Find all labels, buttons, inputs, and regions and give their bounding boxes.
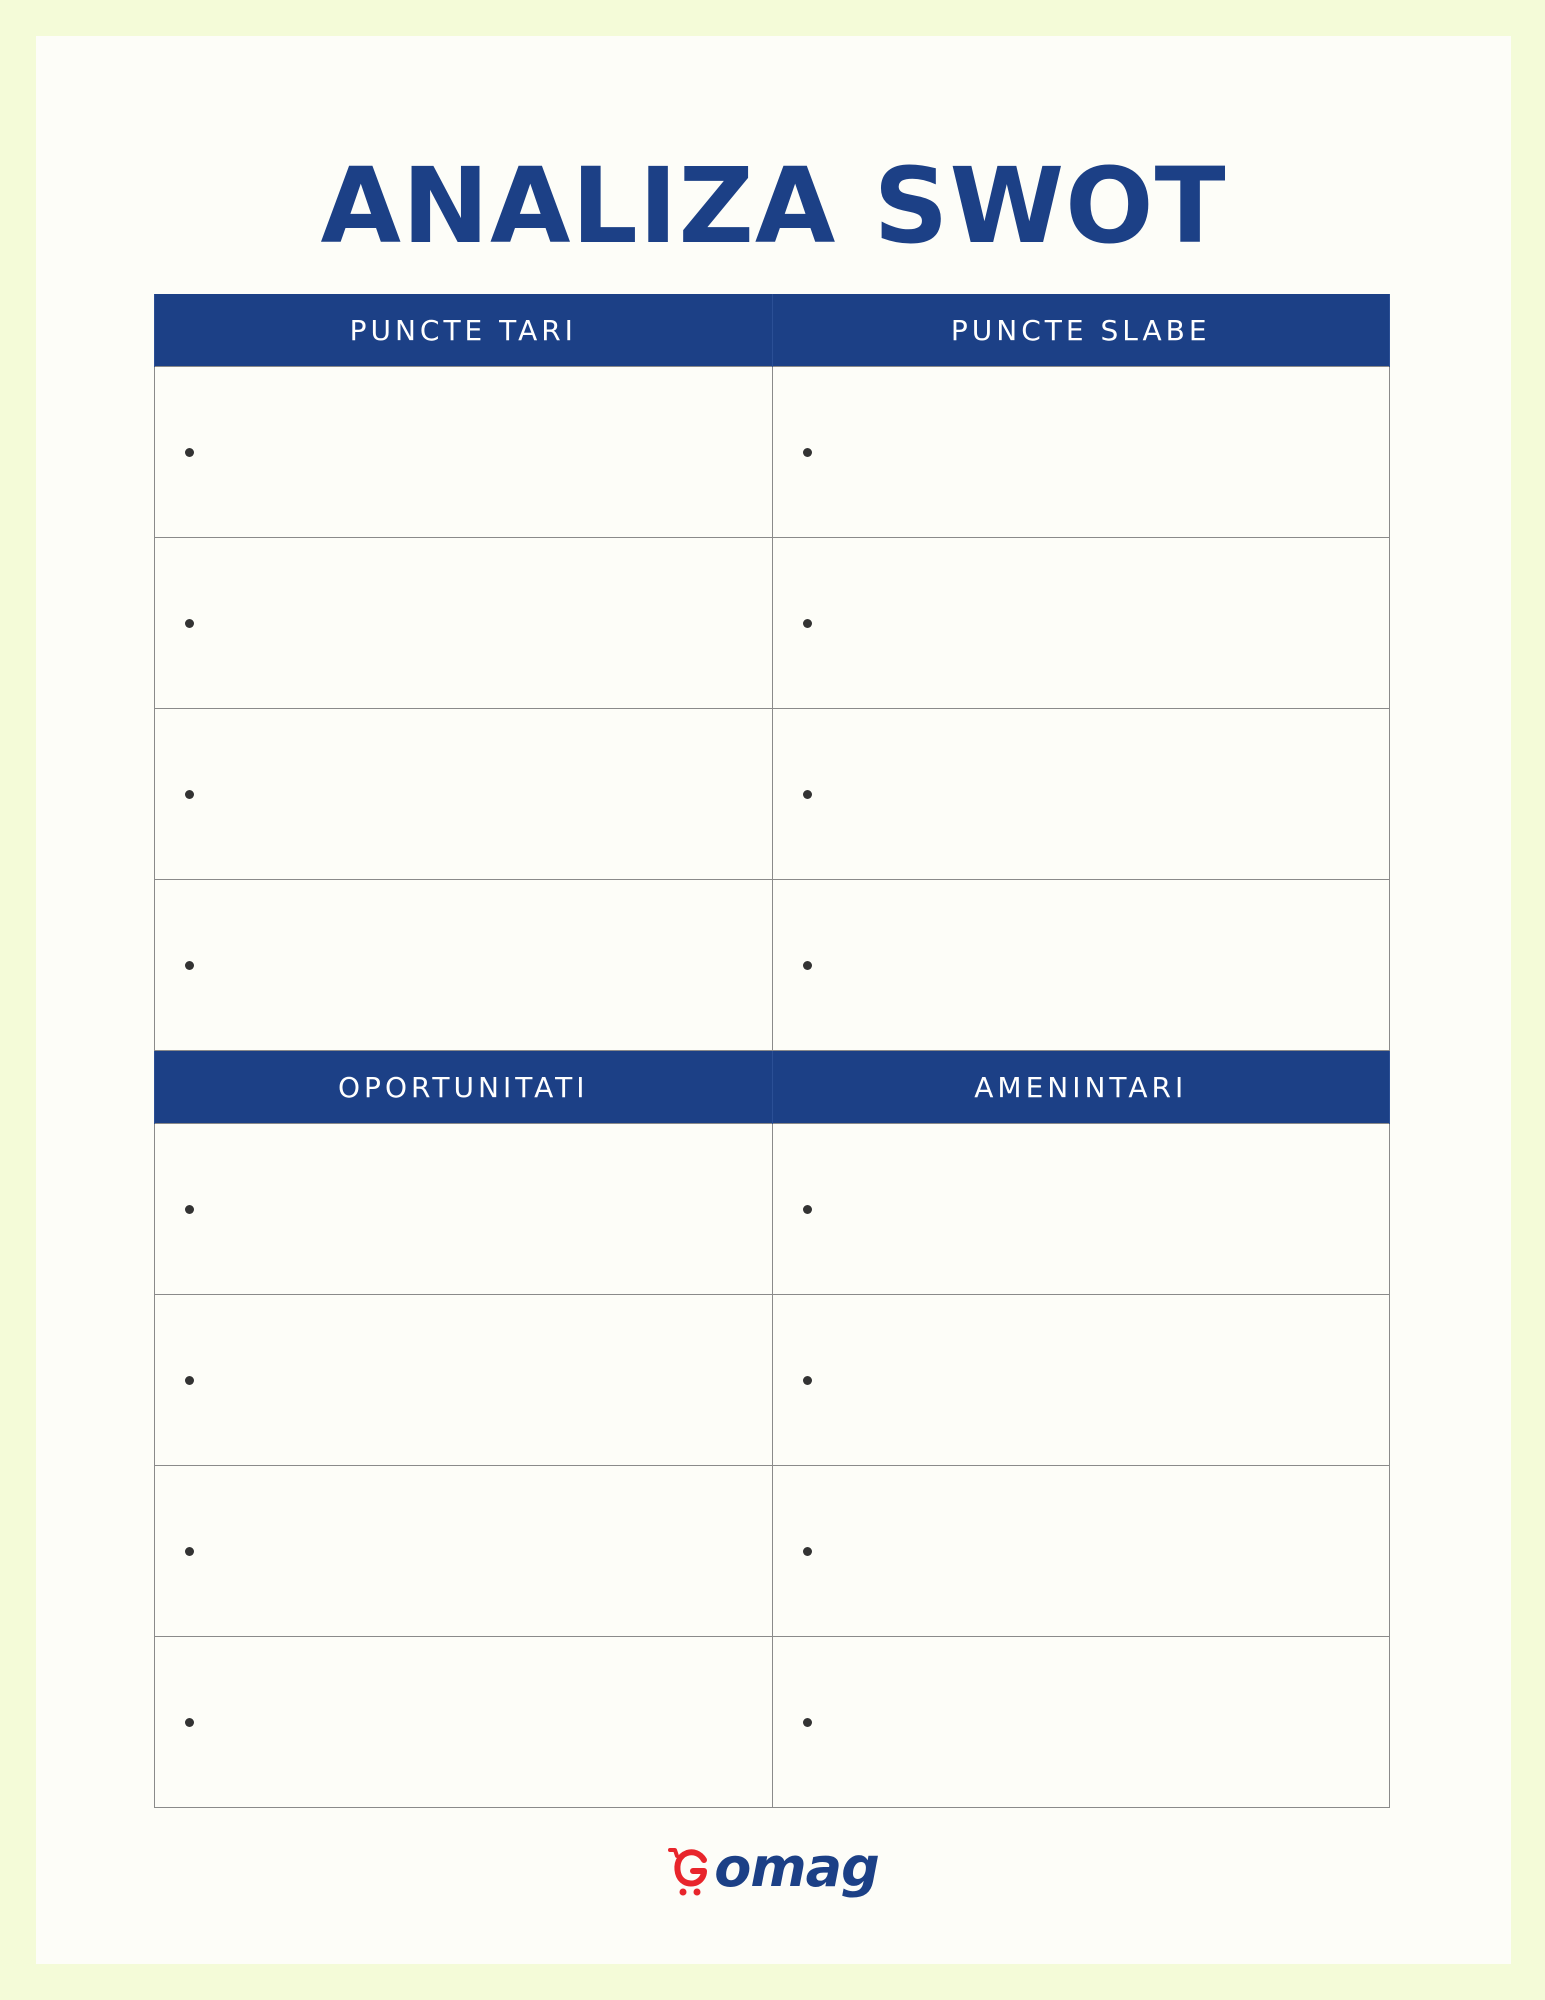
bullet-icon xyxy=(185,1205,194,1214)
header-opportunities: OPORTUNITATI xyxy=(155,1051,773,1124)
bullet-icon xyxy=(185,448,194,457)
table-row xyxy=(155,1466,1390,1637)
header-row-top xyxy=(155,294,1390,367)
weakness-cell[interactable] xyxy=(772,880,1390,1051)
bullet-icon xyxy=(803,1718,812,1727)
page-title: ANALIZA SWOT xyxy=(320,145,1227,267)
bullet-icon xyxy=(803,961,812,970)
threat-cell[interactable] xyxy=(772,1466,1390,1637)
table-row xyxy=(155,709,1390,880)
strength-cell[interactable] xyxy=(155,367,773,538)
bullet-icon xyxy=(803,790,812,799)
g-cart-icon xyxy=(666,1840,712,1898)
header-strengths: PUNCTE TARI xyxy=(155,294,773,367)
logo-wordmark: omag xyxy=(714,1836,879,1899)
gomag-logo xyxy=(0,1838,1545,1903)
opportunity-cell[interactable] xyxy=(155,1637,773,1808)
bullet-icon xyxy=(185,961,194,970)
header-threats: AMENINTARI xyxy=(772,1051,1390,1124)
swot-table xyxy=(154,294,1390,1808)
bullet-icon xyxy=(185,1718,194,1727)
bullet-icon xyxy=(803,1205,812,1214)
opportunity-cell[interactable] xyxy=(155,1466,773,1637)
opportunity-cell[interactable] xyxy=(155,1124,773,1295)
threat-cell[interactable] xyxy=(772,1637,1390,1808)
table-row xyxy=(155,538,1390,709)
threat-cell[interactable] xyxy=(772,1295,1390,1466)
bullet-icon xyxy=(185,1547,194,1556)
bullet-icon xyxy=(185,790,194,799)
weakness-cell[interactable] xyxy=(772,709,1390,880)
strength-cell[interactable] xyxy=(155,709,773,880)
table-row xyxy=(155,367,1390,538)
table-row xyxy=(155,880,1390,1051)
swot-sheet xyxy=(36,36,1511,1964)
bullet-icon xyxy=(803,619,812,628)
weakness-cell[interactable] xyxy=(772,367,1390,538)
header-row-bottom xyxy=(155,1051,1390,1124)
table-row xyxy=(155,1637,1390,1808)
threat-cell[interactable] xyxy=(772,1124,1390,1295)
opportunity-cell[interactable] xyxy=(155,1295,773,1466)
bullet-icon xyxy=(803,1376,812,1385)
weakness-cell[interactable] xyxy=(772,538,1390,709)
strength-cell[interactable] xyxy=(155,538,773,709)
bullet-icon xyxy=(803,448,812,457)
bullet-icon xyxy=(803,1547,812,1556)
table-row xyxy=(155,1295,1390,1466)
bullet-icon xyxy=(185,1376,194,1385)
header-weaknesses: PUNCTE SLABE xyxy=(772,294,1390,367)
bullet-icon xyxy=(185,619,194,628)
table-row xyxy=(155,1124,1390,1295)
strength-cell[interactable] xyxy=(155,880,773,1051)
